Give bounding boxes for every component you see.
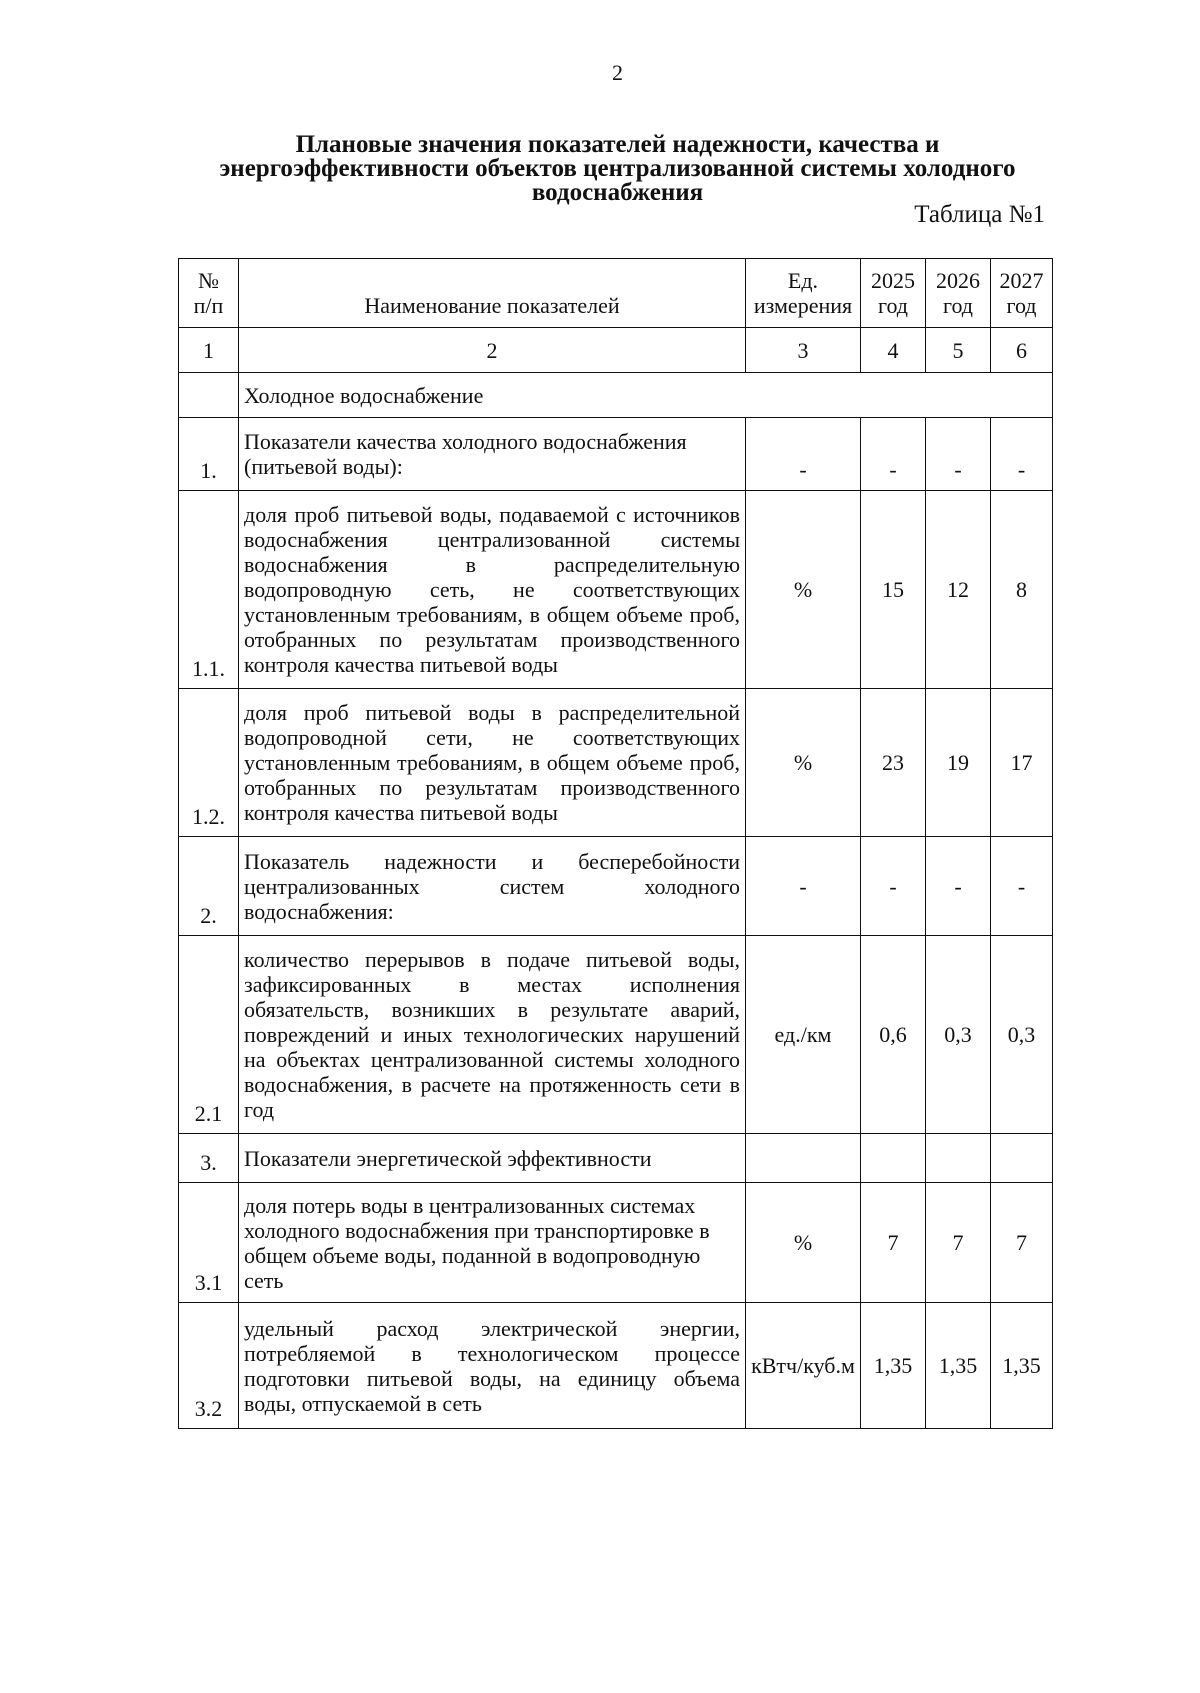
unit-cell: -	[746, 418, 861, 491]
table-row	[179, 837, 1053, 936]
indicator-name-line: установленным требованиям, в общем объеме проб,	[244, 602, 740, 627]
column-number: 5	[926, 328, 991, 373]
indicator-name-line: количество перерывов в подаче питьевой воды,	[244, 947, 740, 972]
table-row	[179, 1303, 1053, 1429]
value-2027-cell: 17	[991, 689, 1053, 837]
header-name-cell: Наименование показателей	[239, 259, 746, 328]
table-header-row	[179, 259, 1053, 328]
header-year-label: год	[1006, 293, 1037, 318]
table-row	[179, 1134, 1053, 1183]
indicator-name-line: подготовки питьевой воды, на единицу объема	[244, 1365, 740, 1391]
value-2025-cell: -	[861, 418, 926, 491]
row-number: 2.	[179, 837, 239, 936]
indicator-name	[239, 837, 746, 936]
header-year-label: год	[877, 293, 909, 318]
indicator-name-line: централизованных систем холодного	[244, 873, 740, 899]
header-year-2025	[861, 259, 926, 328]
indicator-name	[239, 936, 746, 1134]
indicator-name	[239, 1303, 746, 1429]
indicator-name-line: воды, отпускаемой в сеть	[244, 1390, 482, 1416]
indicator-name-line: год	[244, 1097, 275, 1122]
value-2027-cell: -	[991, 837, 1053, 936]
row-number: 1.	[179, 418, 239, 491]
header-number-symbol: №	[198, 268, 219, 293]
indicator-name-line: доля потерь воды в централизованных системах	[244, 1192, 696, 1218]
indicator-name-line: потребляемой в технологическом процессе	[244, 1340, 740, 1366]
value-2025-cell: -	[861, 837, 926, 936]
indicator-name-line: (питьевой воды):	[244, 454, 403, 479]
column-number: 6	[991, 328, 1053, 373]
table-row	[179, 689, 1053, 837]
indicator-name-line: общем объеме воды, поданной в водопроводную	[244, 1242, 701, 1268]
indicator-name-line: установленным требованиям, в общем объеме проб,	[244, 750, 740, 775]
unit-cell: %	[746, 1183, 861, 1303]
indicator-name-line: отобранных по результатам производственного	[244, 627, 740, 652]
value-2026-cell: 12	[926, 491, 991, 689]
row-number: 2.1	[179, 936, 239, 1134]
column-number: 2	[239, 328, 746, 373]
row-number: 1.2.	[179, 689, 239, 837]
unit-cell: %	[746, 491, 861, 689]
column-number: 3	[746, 328, 861, 373]
value-2026-cell: 1,35	[926, 1303, 991, 1429]
indicator-name	[239, 491, 746, 689]
value-2025-cell	[861, 1134, 926, 1183]
indicator-name-line: Холодное водоснабжение	[244, 382, 484, 408]
indicator-name-line: холодного водоснабжения при транспортировке в	[244, 1217, 710, 1243]
title-line: Плановые значения показателей надежности, качества и	[295, 131, 940, 158]
indicator-name-line: Показатель надежности и бесперебойности	[244, 848, 740, 874]
header-year-value: 2026	[936, 268, 980, 293]
indicator-name-line: водопроводную сеть, не соответствующих	[244, 577, 740, 602]
title-line: энергоэффективности объектов централизованной системы холодного	[219, 155, 1016, 182]
header-year-value: 2025	[871, 268, 915, 293]
value-2025-cell: 1,35	[861, 1303, 926, 1429]
value-2027-cell: -	[991, 418, 1053, 491]
table-label: Таблица №1	[914, 201, 1045, 228]
value-2025-cell: 15	[861, 491, 926, 689]
value-2026-cell: -	[926, 837, 991, 936]
row-number: 3.2	[179, 1303, 239, 1429]
indicator-name-line: зафиксированных в местах исполнения	[244, 972, 740, 997]
value-2026-cell	[926, 1134, 991, 1183]
table-row	[179, 491, 1053, 689]
header-unit-line: Ед.	[787, 268, 819, 293]
indicator-name-line: водоснабжения, в расчете на протяженность сети в	[244, 1072, 740, 1097]
value-2027-cell: 8	[991, 491, 1053, 689]
indicator-name-line: Показатели качества холодного водоснабжения	[244, 429, 687, 454]
value-2027-cell: 7	[991, 1183, 1053, 1303]
indicator-name-line: Показатели энергетической эффективности	[244, 1145, 652, 1171]
indicator-name-line: доля проб питьевой воды, подаваемой с источников	[244, 502, 740, 527]
value-2027-cell: 0,3	[991, 936, 1053, 1134]
indicator-name-line: удельный расход электрической энергии,	[244, 1315, 740, 1341]
indicator-name-line: водопроводной сети, не соответствующих	[244, 725, 740, 750]
indicator-name-line: водоснабжения:	[244, 898, 394, 924]
indicator-name-line: контроля качества питьевой воды	[244, 800, 558, 825]
indicator-name-line: сеть	[244, 1267, 284, 1293]
indicator-name-line: водоснабжения в распределительную	[244, 552, 740, 577]
value-2026-cell: 0,3	[926, 936, 991, 1134]
indicator-name-line: водоснабжения централизованной системы	[244, 527, 740, 552]
unit-cell: кВтч/куб.м	[746, 1303, 861, 1429]
value-2026-cell: 7	[926, 1183, 991, 1303]
unit-cell: -	[746, 837, 861, 936]
indicator-name-line: отобранных по результатам производственного	[244, 775, 740, 800]
header-year-value: 2027	[999, 268, 1044, 293]
document-title	[35, 133, 1200, 205]
table-row	[179, 1183, 1053, 1303]
value-2025-cell: 0,6	[861, 936, 926, 1134]
value-2025-cell: 23	[861, 689, 926, 837]
row-number	[179, 373, 239, 418]
indicator-name	[239, 373, 1053, 418]
unit-cell	[746, 1134, 861, 1183]
value-2025-cell: 7	[861, 1183, 926, 1303]
page-number: 2	[612, 60, 623, 85]
value-2027-cell	[991, 1134, 1053, 1183]
header-number-cell	[179, 259, 239, 328]
title-line: водоснабжения	[531, 179, 704, 206]
table-row	[179, 936, 1053, 1134]
value-2027-cell: 1,35	[991, 1303, 1053, 1429]
header-number-label: п/п	[193, 293, 224, 318]
section-row	[179, 373, 1053, 418]
column-number: 1	[179, 328, 239, 373]
table-body	[179, 373, 1053, 1429]
unit-cell: %	[746, 689, 861, 837]
unit-cell: ед./км	[746, 936, 861, 1134]
header-year-2026	[926, 259, 991, 328]
column-number: 4	[861, 328, 926, 373]
row-number: 3.	[179, 1134, 239, 1183]
header-year-label: год	[942, 293, 974, 318]
table-row	[179, 418, 1053, 491]
indicators-table	[178, 258, 1053, 1429]
value-2026-cell: 19	[926, 689, 991, 837]
header-unit-cell	[746, 259, 861, 328]
indicator-name-line: повреждений и иных технологических нарушений	[244, 1022, 740, 1047]
row-number: 1.1.	[179, 491, 239, 689]
column-numbers-row	[179, 328, 1053, 373]
indicator-name-line: доля проб питьевой воды в распределительной	[244, 700, 740, 725]
indicator-name	[239, 418, 746, 491]
indicator-name	[239, 689, 746, 837]
indicator-name-line: обязательств, возникших в результате аварий,	[244, 997, 740, 1022]
indicator-name	[239, 1183, 746, 1303]
indicator-name-line: контроля качества питьевой воды	[244, 652, 558, 677]
value-2026-cell: -	[926, 418, 991, 491]
indicator-name	[239, 1134, 746, 1183]
indicator-name-line: на объектах централизованной системы холодного	[244, 1047, 740, 1072]
header-year-2027	[991, 259, 1053, 328]
row-number: 3.1	[179, 1183, 239, 1303]
header-unit-line: измерения	[753, 293, 853, 318]
